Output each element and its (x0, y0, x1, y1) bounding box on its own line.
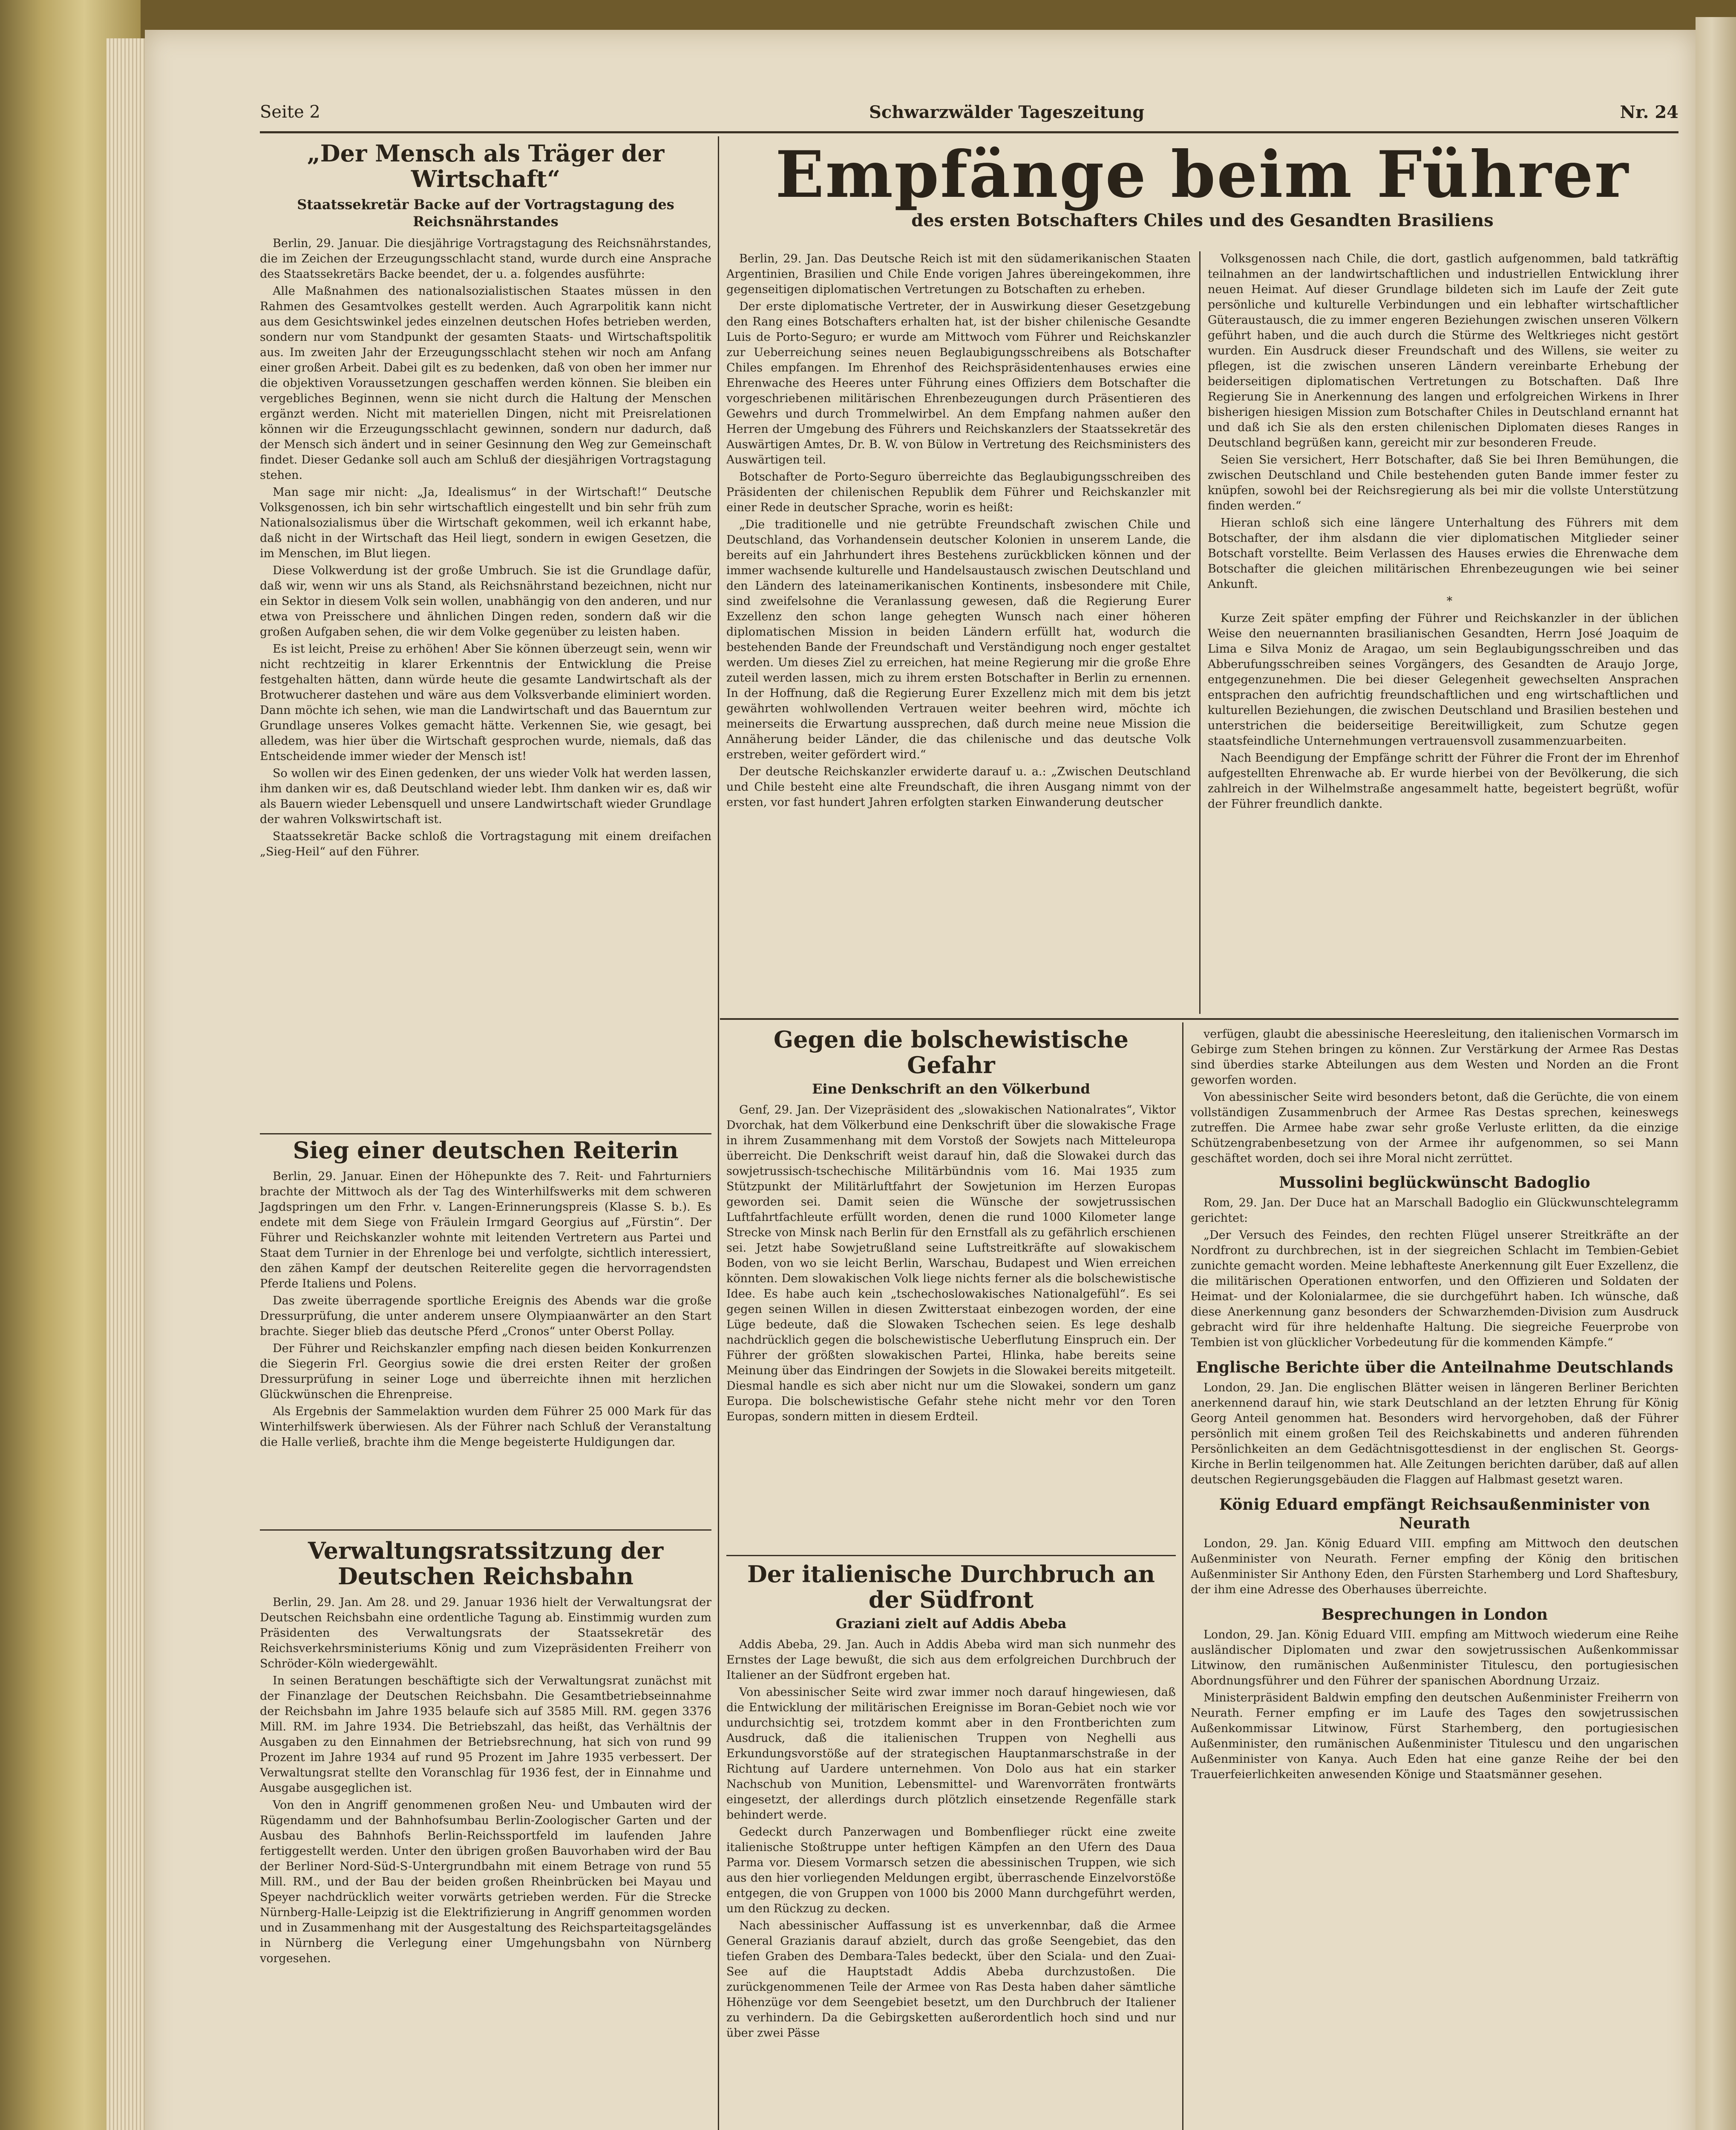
paragraph: London, 29. Jan. König Eduard VIII. empfing am Mittwoch wiederum eine Reihe ausländischer Diplomaten und zwar den sowjetrussischen Außenkommissar Litwinow, den rumänischen Außenminister Titulescu, den portugiesischen Abordnungsführer und den Führer der spanischen Abordnung Urzaiz. (1191, 1628, 1678, 1687)
paragraph: Der Führer und Reichskanzler empfing nach diesen beiden Konkurrenzen die Siegerin Frl. Georgius sowie die drei ersten Reiter der großen Dressurprüfung in seiner Loge und überreichte ihnen mit herzlichen Glückwünschen die Ehrenpreise. (260, 1342, 711, 1401)
paragraph: Gedeckt durch Panzerwagen und Bombenflieger rückt eine zweite italienische Stoßtruppe unter heftigen Kämpfen an den Ufern des Daua Parma vor. Diesem Vormarsch setzen die abessinischen Truppen, wie sich aus den hier vorliegenden Meldungen ergibt, überraschende Einzelvorstöße entgegen, die von Gruppen von 1000 bis 2000 Mann durchgeführt werden, um den Rückzug zu decken. (726, 1825, 1176, 1915)
article-bolschewismus (726, 1027, 1176, 1426)
paragraph: Berlin, 29. Jan. Das Deutsche Reich ist mit den südamerikanischen Staaten Argentinien, Brasilien und Chile Ende vorigen Jahres übereingekommen, ihre gegenseitigen diplomatischen Vertretungen zu Botschaften zu erheben. (726, 252, 1191, 296)
paragraph: Botschafter de Porto-Seguro überreichte das Beglaubigungsschreiben des Präsidenten der chilenischen Republik dem Führer und Reichskanzler mit einer Rede in deutscher Sprache, worin es heißt: (726, 470, 1191, 514)
paragraph: Staatssekretär Backe schloß die Vortragstagung mit einem dreifachen „Sieg-Heil“ auf den Führer. (260, 830, 711, 858)
article-backe (260, 141, 711, 861)
article-title: Verwaltungsratssitzung der Deutschen Reichsbahn (308, 1537, 664, 1590)
article-title: „Der Mensch als Träger der Wirtschaft“ (307, 140, 665, 193)
section-rule (260, 1133, 711, 1134)
paragraph: verfügen, glaubt die abessinische Heeresleitung, den italienischen Vormarsch im Gebirge zum Stehen bringen zu können. Zur Verstärkung der Armee Ras Destas sind überdies starke Abteilungen aus dem Westen und Norden an die Front geworfen worden. (1191, 1028, 1678, 1087)
newspaper-page (145, 30, 1696, 2130)
paragraph: Von abessinischer Seite wird zwar immer noch darauf hingewiesen, daß die Entwicklung der militärischen Ereignisse im Boran-Gebiet noch wie vor undurchsichtig sei, trotzdem kommt aber in den Frontberichten zum Ausdruck, daß die italienischen Truppen von Neghelli aus Erkundungsvorstöße auf der strategischen Hauptanmarschstraße in der Richtung auf Uardere unternehmen. Von Dolo aus hat ein starker Nachschub von Munition, Lebensmittel- und Warenvorräten frontwärts eingesetzt, der allerdings durch plötzlich einsetzende Regenfälle stark behindert werde. (726, 1686, 1176, 1822)
article-title: Der italienische Durchbruch an der Südfront (747, 1560, 1155, 1613)
lead-column-right (1208, 251, 1678, 814)
lead-title: Empfänge beim Führer (775, 137, 1629, 212)
column-right-lower (1191, 1027, 1678, 1784)
paragraph: Es ist leicht, Preise zu erhöhen! Aber Sie können überzeugt sein, wenn wir nicht rechtzeitig in klarer Erkenntnis der Entwicklung die Preise festgehalten hätten, dann würde heute die gesamte Landwirtschaft als der Brotwucherer dastehen und wäre aus dem Volksverbande eliminiert worden. Dann möchte ich sehen, wie man die Landwirtschaft und das Bauerntum zur Grundlage unseres Volkes gemacht hätte. Verkennen Sie, wie gesagt, bei alledem, was hier über die Wirtschaft gesprochen wurde, niemals, daß das Entscheidende immer wieder der Mensch ist! (260, 642, 711, 763)
article-title: Englische Berichte über die Anteilnahme Deutschlands (1196, 1359, 1673, 1376)
article-title: König Eduard empfängt Reichsaußenminister von Neurath (1219, 1496, 1650, 1532)
paragraph: Volksgenossen nach Chile, die dort, gastlich aufgenommen, bald tatkräftig teilnahmen an der landwirtschaftlichen und industriellen Entwicklung ihrer neuen Heimat. Auf dieser Grundlage bildeten sich im Laufe der Zeit gute persönliche und kulturelle Verbindungen und ein lebhafter wirtschaftlicher Güteraustausch, die zu immer engeren Beziehungen zwischen unseren Völkern geführt haben, und die auch durch die Stürme des Weltkrieges nicht gestört wurden. Ein Ausdruck dieser Freundschaft und des Willens, sie weiter zu pflegen, ist die zwischen unseren Ländern vereinbarte Erhebung der beiderseitigen diplomatischen Vertretungen zu Botschaften. Daß Ihre Regierung Sie in Anerkennung des langen und erfolgreichen Wirkens in Ihrer bisherigen hiesigen Mission zum Botschafter Chiles in Deutschland ernannt hat und daß ich Sie als den ersten chilenischen Diplomaten dieses Ranges in Deutschland begrüßen kann, gereicht mir zur besonderen Freude. (1208, 252, 1678, 449)
newspaper-title: Schwarzwälder Tageszeitung (869, 102, 1145, 122)
paragraph: Rom, 29. Jan. Der Duce hat an Marschall Badoglio ein Glückwunschtelegramm gerichtet: (1191, 1196, 1678, 1225)
paragraph: So wollen wir des Einen gedenken, der uns wieder Volk hat werden lassen, ihm danken wir es, daß Deutschland wieder lebt. Ihm danken wir es, daß wir als Bauern wieder Lebensquell und unsere Landwirtschaft wieder Grundlage der wahren Volkswirtschaft ist. (260, 767, 711, 826)
article-title: Gegen die bolschewistische Gefahr (773, 1026, 1129, 1079)
lead-column-left (726, 251, 1191, 812)
page-number: Seite 2 (260, 102, 320, 122)
paragraph: Seien Sie versichert, Herr Botschafter, daß Sie bei Ihren Bemühungen, die zwischen Deutschland und Chile bestehenden guten Bande immer fester zu knüpfen, sowohl bei der Reichsregierung als bei mir die vollste Unterstützung finden werden.“ (1208, 453, 1678, 512)
paragraph: London, 29. Jan. Die englischen Blätter weisen in längeren Berliner Berichten anerkennend darauf hin, wie stark Deutschland an der letzten Ehrung für König Georg Anteil genommen hat. Besonders wird hervorgehoben, daß der Führer persönlich mit einem großen Teil des Reichskabinetts und anderen führenden Persönlichkeiten an dem Gedächtnisgottesdienst in der englischen St. Georgs-Kirche in Berlin teilgenommen hat. Alle Zeitungen berichten darüber, daß auf allen deutschen Regierungsgebäuden die Flaggen auf Halbmast gesetzt waren. (1191, 1381, 1678, 1486)
paragraph: Berlin, 29. Jan. Am 28. und 29. Januar 1936 hielt der Verwaltungsrat der Deutschen Reichsbahn eine ordentliche Tagung ab. Einstimmig wurden zum Präsidenten des Verwaltungsrats der Staatssekretär des Reichsverkehrsministeriums König und zum Vizepräsidenten Freiherr von Schröder-Köln wiedergewählt. (260, 1596, 711, 1670)
lead-article (726, 137, 1678, 238)
paragraph: Alle Maßnahmen des nationalsozialistischen Staates müssen in den Rahmen des Gesamtvolkes gestellt werden. Auch Agrarpolitik kann nicht aus dem Gesichtswinkel jedes einzelnen deutschen Hofes betrieben werden, sondern nur vom Standpunkt der gesamten Staats- und Wirtschaftspolitik aus. Im zweiten Jahr der Erzeugungsschlacht stehen wir noch am Anfang einer großen Arbeit. Dabei gilt es zu bedenken, daß von oben her immer nur die objektiven Voraussetzungen geschaffen werden können. Sie bleiben ein vergebliches Beginnen, wenn sie nicht durch die Haltung der Menschen ergänzt werden. Nicht mit materiellen Dingen, nicht mit Preisrelationen können wir die Erzeugungsschlacht gewinnen, sondern nur dadurch, daß der Mensch sich ändert und in seiner Gesinnung den Weg zur Gemeinschaft findet. Dieser Gedanke soll auch am Schluß der diesjährigen Vortragstagung stehen. (260, 285, 711, 482)
separator-asterisk: * (1446, 595, 1453, 608)
article-subtitle: Graziani zielt auf Addis Abeba (835, 1615, 1067, 1632)
paragraph: Diese Volkwerdung ist der große Umbruch. Sie ist die Grundlage dafür, daß wir, wenn wir uns als Stand, als Reichsnährstand bezeichnen, nicht nur ein Sektor in diesem Volk sein wollen, unabhängig von den anderen, und nur etwa von Preisschere und ähnlichen Dingen reden, sondern daß wir die großen Aufgaben sehen, die wir dem Volke gegenüber zu leisten haben. (260, 564, 711, 639)
paragraph: „Der Versuch des Feindes, den rechten Flügel unserer Streitkräfte an der Nordfront zu durchbrechen, ist in der siegreichen Schlacht im Tembien-Gebiet zunichte gemacht worden. Meine lebhafteste Anerkennung gilt Euer Exzellenz, die die militärischen Operationen entworfen, und den Offizieren und Soldaten der Heimat- und der Kolonialarmee, die sie durchgeführt haben. Ich wünsche, daß diese Anerkennung ganz besonders der Schwarzhemden-Division zum Ausdruck gebracht wird für ihre heldenhafte Haltung. Die siegreiche Feuerprobe von Tembien ist von glücklicher Vorbedeutung für die kommenden Kämpfe.“ (1191, 1229, 1678, 1349)
column-divider (1182, 1022, 1183, 2130)
paragraph: Von den in Angriff genommenen großen Neu- und Umbauten wird der Rügendamm und der Bahnhofsumbau Berlin-Zoologischer Garten und der Ausbau des Bahnhofs Berlin-Reichssportfeld im laufenden Jahre fertiggestellt werden. Unter den übrigen großen Bauvorhaben wird der Bau der Berliner Nord-Süd-S-Untergrundbahn mit einem Betrage von rund 55 Mill. RM., und der Bau der beiden großen Rheinbrücken bei Mayau und Speyer nachdrücklich weiter vorwärts getrieben werden. Für die Strecke Nürnberg-Halle-Leipzig ist die Elektrifizierung in Angriff genommen worden und in Zusammenhang mit der Ausgestaltung des Reichsparteitagsgeländes in Nürnberg die Verlegung einer Umgehungsbahn von Nürnberg vorgesehen. (260, 1799, 711, 1965)
paragraph: Von abessinischer Seite wird besonders betont, daß die Gerüchte, die von einem vollständigen Zusammenbruch der Armee Ras Destas sprechen, keineswegs zutreffen. Die Armee habe zwar sehr große Verluste erlitten, da die einzige Schützengrabenbesetzung von der Armee ihr aufgenommen, so sei Mann geschäftet worden, doch sei ihre Moral nicht zerrüttet. (1191, 1091, 1678, 1165)
paragraph: Berlin, 29. Januar. Einen der Höhepunkte des 7. Reit- und Fahrturniers brachte der Mittwoch als der Tag des Winterhilfswerks mit dem schweren Jagdspringen um den Frhr. v. Langen-Erinnerungspreis (Klasse S. b.). Es endete mit dem Siege von Fräulein Irmgard Georgius auf „Fürstin“. Der Führer und Reichskanzler wohnte mit leitenden Vertretern aus Partei und Staat dem Turnier in der Ehrenloge bei und verfolgte, sichtlich interessiert, den zähen Kampf der deutschen Reiterelite gegen die hervorragendsten Pferde Italiens und Polens. (260, 1170, 711, 1290)
paragraph: Berlin, 29. Januar. Die diesjährige Vortragstagung des Reichsnährstandes, die im Zeichen der Erzeugungsschlacht stand, wurde durch eine Ansprache des Staatssekretärs Backe beendet, der u. a. folgendes ausführte: (260, 237, 711, 281)
article-subtitle: Eine Denkschrift an den Völkerbund (812, 1081, 1090, 1097)
paragraph: Der deutsche Reichskanzler erwiderte darauf u. a.: „Zwischen Deutschland und Chile besteht eine alte Freundschaft, die ihren Ausgang nimmt von der ersten, vor fast hundert Jahren erfolgten starken Einwanderung deutscher (726, 765, 1191, 809)
paragraph: Addis Abeba, 29. Jan. Auch in Addis Abeba wird man sich nunmehr des Ernstes der Lage bewußt, die sich aus dem erfolgreichen Durchbruch der Italiener an der Südfront ergeben hat. (726, 1638, 1176, 1682)
paragraph: Ministerpräsident Baldwin empfing den deutschen Außenminister Freiherrn von Neurath. Ferner empfing er im Laufe des Tages den sowjetrussischen Außenkommissar Litwinow, Fürst Starhemberg, den portugiesischen Außenminister, den rumänischen Außenminister Titulescu und den ungarischen Außenminister von Kanya. Auch Eden hat eine ganze Reihe der bei den Trauerfeierlichkeiten anwesenden Könige und Staatsmänner gesehen. (1191, 1691, 1678, 1781)
paragraph: London, 29. Jan. König Eduard VIII. empfing am Mittwoch den deutschen Außenminister von Neurath. Ferner empfing der König den britischen Außenminister Sir Anthony Eden, den Fürsten Starhemberg und Lord Shaftesbury, der ihm eine Adresse des Oberhauses überreichte. (1191, 1537, 1678, 1596)
article-title: Sieg einer deutschen Reiterin (293, 1137, 679, 1164)
paragraph: Man sage mir nicht: „Ja, Idealismus“ in der Wirtschaft!“ Deutsche Volksgenossen, ich bin sehr wirtschaftlich eingestellt und bin sehr früh zum Nationalsozialismus über die Wirtschaft gekommen, weil ich erkannt habe, daß nicht in der Wirtschaft das Heil liegt, sondern in ewigen Gesetzen, die im Menschen, im Blut liegen. (260, 486, 711, 560)
article-suedfront (726, 1561, 1176, 2043)
section-rule (720, 1018, 1678, 1020)
paragraph: Kurze Zeit später empfing der Führer und Reichskanzler in der üblichen Weise den neuernannten brasilianischen Gesandten, Herrn José Joaquim de Lima e Silva Moniz de Aragao, um sein Beglaubigungsschreiben und das Abberufungsschreiben seines Vorgängers, des Gesandten de Araujo Jorge, entgegenzunehmen. Die bei dieser Gelegenheit gewechselten Ansprachen entsprachen den aufrichtig freundschaftlichen und eng wirtschaftlichen und kulturellen Beziehungen, die zwischen Deutschland und Brasilien bestehen und unterstrichen die beiderseitige Bereitwilligkeit, zum Schutze gegen staatsfeindliche Unternehmungen vertrauensvoll zusammenzuarbeiten. (1208, 612, 1678, 748)
paragraph: Nach abessinischer Auffassung ist es unverkennbar, daß die Armee General Grazianis darauf abzielt, durch das große Seengebiet, das den tiefen Graben des Dembara-Tales bedeckt, über den Sciala- und den Zuai-See auf die Hauptstadt Addis Abeba durchzustoßen. Die zurückgenommenen Teile der Armee von Ras Desta haben daher sämtliche Höhenzüge vor dem Seengebiet besetzt, um den Durchbruch der Italiener zu verhindern. Da die Gebirgsketten außerordentlich hoch sind und nur über zwei Pässe (726, 1919, 1176, 2040)
article-subtitle: Staatssekretär Backe auf der Vortragstagung des Reichsnährstandes (297, 196, 674, 230)
column-divider (1199, 251, 1201, 1014)
paragraph: Genf, 29. Jan. Der Vizepräsident des „slowakischen Nationalrates“, Viktor Dvorchak, hat dem Völkerbund eine Denkschrift über die slowakische Frage in ihrem Zusammenhang mit dem Vorstoß der Sowjets nach Mitteleuropa überreicht. Die Denkschrift weist darauf hin, daß die Slowakei durch das sowjetrussisch-tschechische Militärbündnis vom 16. Mai 1935 zum Stützpunkt der Militärluftfahrt der Sowjetunion im Herzen Europas geworden sei. Damit seien die Wünsche der sowjetrussischen Luftfahrtfachleute erfüllt worden, denen die rund 1000 Kilometer lange Strecke von Minsk nach Berlin für den Ernstfall als zu gefährlich erschienen sei. Jetzt habe Sowjetrußland seine Luftstreitkräfte auf slowakischem Boden, von wo sie leicht Berlin, Warschau, Budapest und Wien erreichen könnten. Dem slowakischen Volk liege nichts ferner als die bolschewistische Idee. Es habe auch kein „tschechoslowakisches Nationalgefühl“. Es sei gegen seinen Willen in diesen Zwitterstaat einbezogen worden, der eine Lüge bedeute, daß die Slowaken Tschechen seien. Es lege deshalb nachdrücklich gegen die bolschewistische Ueberflutung Einspruch ein. Der Führer der größten slowakischen Partei, Hlinka, habe bereits seine Meinung über das Eindringen der Sowjets in die Slowakei bereits mitgeteilt. Diesmal handle es sich aber nicht nur um die Slowakei, sondern um ganz Europa. Die bolschewistische Gefahr stehe nicht mehr vor den Toren Europas, sondern mitten in diesem Erdteil. (726, 1103, 1176, 1423)
header-rule (260, 131, 1678, 133)
paragraph: Das zweite überragende sportliche Ereignis des Abends war die große Dressurprüfung, die unter anderem unsere Olympiaanwärter an den Start brachte. Sieger blieb das deutsche Pferd „Cronos“ unter Oberst Pollay. (260, 1294, 711, 1338)
paragraph: Als Ergebnis der Sammelaktion wurden dem Führer 25 000 Mark für das Winterhilfswerk überwiesen. Als der Führer nach Schluß der Veranstaltung die Halle verließ, brachte ihm die Menge begeisterte Huldigungen dar. (260, 1405, 711, 1449)
column-divider (718, 136, 719, 2130)
section-rule (260, 1529, 711, 1531)
paragraph: Nach Beendigung der Empfänge schritt der Führer die Front der im Ehrenhof aufgestellten Ehrenwache ab. Er wurde hierbei von der Bevölkerung, die sich zahlreich in der Wilhelmstraße angesammelt hatte, begeistert begrüßt, wofür der Führer freundlich dankte. (1208, 751, 1678, 811)
article-title: Mussolini beglückwünscht Badoglio (1279, 1174, 1590, 1192)
next-page-edge (1696, 17, 1736, 2130)
paragraph: „Die traditionelle und nie getrübte Freundschaft zwischen Chile und Deutschland, das Vorhandensein deutscher Kolonien in unserem Lande, die bereits auf ein Jahrhundert ihres Bestehens zurückblicken können und der immer wachsende kulturelle und Handelsaustausch zwischen Deutschland und den Ländern des lateinamerikanischen Kontinents, insbesondere mit Chile, sind zweifelsohne die Veranlassung gewesen, daß die Regierung Eurer Exzellenz den schon lange gehegten Wunsch nach einer höheren diplomatischen Mission in beiden Ländern erfüllt hat, wodurch die bestehenden Bande der Freundschaft und Verständigung noch enger gestaltet werden. Um dieses Ziel zu erreichen, hat meine Regierung mir die große Ehre zuteil werden lassen, mich zu ihrem ersten Botschafter in Berlin zu ernennen. In der Hoffnung, daß die Regierung Eurer Exzellenz mich mit dem bis jetzt gewährten wohlwollenden Vertrauen weiter beehren wird, möchte ich meinerseits die Erwartung aussprechen, daß durch meine neue Mission die Annäherung beider Länder, die das chilenische und das deutsche Volk erstreben, weiter gefördert wird.“ (726, 518, 1191, 761)
issue-number: Nr. 24 (1620, 102, 1678, 122)
paragraph: Hieran schloß sich eine längere Unterhaltung des Führers mit dem Botschafter, der ihm alsdann die vier diplomatischen Mitglieder seiner Botschaft vorstellte. Beim Verlassen des Hauses erwies die Ehrenwache dem Botschafter die gleichen militärischen Ehrenbezeugungen wie bei seiner Ankunft. (1208, 516, 1678, 591)
paragraph: Der erste diplomatische Vertreter, der in Auswirkung dieser Gesetzgebung den Rang eines Botschafters erhalten hat, ist der bisher chilenische Gesandte Luis de Porto-Seguro; er wurde am Mittwoch vom Führer und Reichskanzler zur Ueberreichung seines neuen Beglaubigungsschreibens als Botschafter Chiles empfangen. Im Ehrenhof des Reichspräsidentenhauses erwies eine Ehrenwache des Heeres unter Führung eines Offiziers dem Botschafter die vorgeschriebenen militärischen Ehrenbezeugungen durch Präsentieren des Gewehrs und durch Trommelwirbel. An dem Empfang nahmen außer den Herren der Umgebung des Führers und Reichskanzlers der Staatssekretär des Auswärtigen Amtes, Dr. B. W. von Bülow in Vertretung des Reichsministers des Auswärtigen teil. (726, 300, 1191, 466)
lead-subtitle: des ersten Botschafters Chiles und des Gesandten Brasiliens (911, 210, 1494, 230)
article-reiterin (260, 1137, 711, 1452)
article-title: Besprechungen in London (1321, 1606, 1548, 1623)
section-rule (726, 1555, 1176, 1556)
article-reichsbahn (260, 1538, 711, 1968)
paragraph: In seinen Beratungen beschäftigte sich der Verwaltungsrat zunächst mit der Finanzlage der Deutschen Reichsbahn. Die Gesamtbetriebseinnahme der Reichsbahn im Jahre 1935 belaufe sich auf 3585 Mill. RM. gegen 3376 Mill. RM. im Jahre 1934. Die Betriebszahl, das heißt, das Verhältnis der Ausgaben zu den Einnahmen der Betriebsrechnung, hat sich von rund 99 Prozent im Jahre 1934 auf rund 95 Prozent im Jahre 1935 verbessert. Der Verwaltungsrat stellte den Voranschlag für 1936 fest, der in Einnahme und Ausgabe ausgeglichen ist. (260, 1674, 711, 1795)
